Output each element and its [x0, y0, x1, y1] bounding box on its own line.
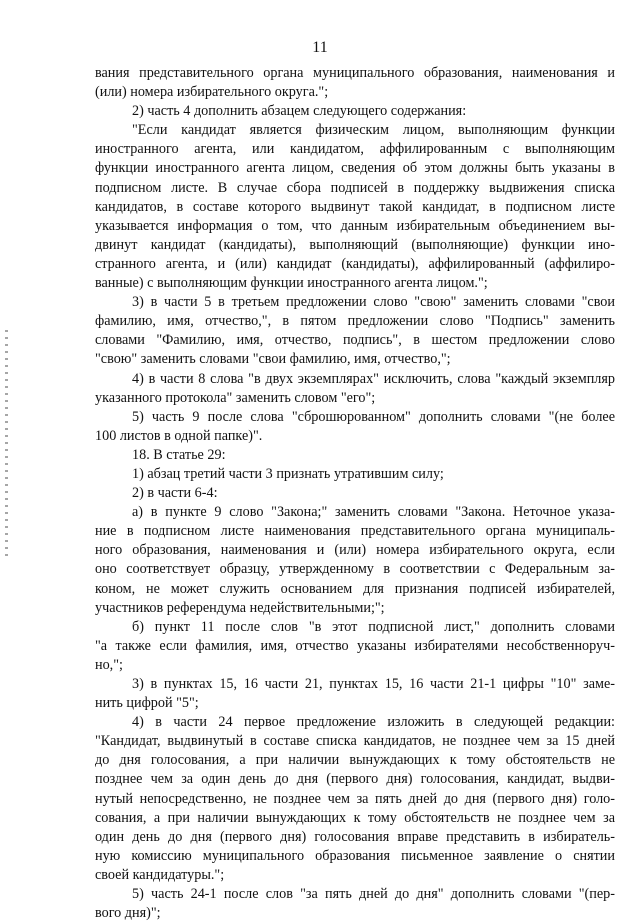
text-line: коном, не может служить основанием для признания подписей избирателей,	[95, 580, 615, 597]
text-line: но,";	[95, 656, 123, 673]
text-line: до дня голосования, а при наличии вынуждающих к тому обстоятельств не	[95, 752, 615, 769]
text-line: своей кандидатуры.";	[95, 866, 225, 883]
text-line: "а также если фамилия, имя, отчество указаны избирателями несобственноруч-	[95, 637, 615, 654]
text-line: "Если кандидат является физическим лицом, выполняющим функции	[132, 122, 615, 139]
text-line: а) в пункте 9 слово "Закона;" заменить словами "Закона. Неточное указа-	[132, 504, 615, 521]
text-line: двинут кандидат (кандидаты), выполняющий (выполняющие) функции ино-	[95, 236, 615, 253]
text-line: один день до дня (первого дня) голосования вправе представить в избиратель-	[95, 828, 615, 845]
text-line: функции иностранного агента лицом, сведения об этом должны быть указаны в	[95, 160, 615, 177]
text-line: вания представительного органа муниципального образования, наименования и	[95, 65, 615, 81]
text-line: 2) в части 6-4:	[132, 485, 218, 502]
page-number: 11	[312, 39, 328, 56]
document-body	[95, 64, 615, 923]
text-line: (или) номера избирательного округа.";	[95, 84, 329, 101]
text-line: странного агента, и (или) кандидат (кандидаты), аффилированный (аффилиро-	[95, 255, 615, 272]
text-line: 4) в части 8 слова "в двух экземплярах" исключить, слова "каждый экземпляр	[132, 370, 615, 387]
text-line: 4) в части 24 первое предложение изложить в следующей редакции:	[132, 714, 615, 731]
text-line: оно соответствует образцу, утвержденному в соответствии с Федеральным за-	[95, 561, 615, 578]
text-line: указывается информация о том, что данным избирательным объединением вы-	[95, 217, 615, 234]
text-line: участников референдума недействительными;";	[95, 599, 385, 616]
text-line: 5) часть 9 после слова "сброшюрованном" дополнить словами "(не более	[132, 408, 615, 425]
text-line: нить цифрой "5";	[95, 695, 199, 712]
text-line: фамилию, имя, отчество,", в пятом предложении слово "Подпись" заменить	[95, 313, 615, 330]
text-line: б) пункт 11 после слов "в этот подписной лист," дополнить словами	[132, 618, 615, 635]
text-line: ванные) с выполняющим функции иностранного агента лицом.";	[95, 275, 488, 292]
text-line: ную комиссию муниципального образования письменное заявление о снятии	[95, 847, 615, 864]
text-line: словами "Фамилию, имя, отчество, подпись", в шестом предложении слово	[95, 332, 615, 349]
text-line: вого дня)";	[95, 905, 161, 922]
text-line: ние в подписном листе наименования представительного органа муниципаль-	[95, 523, 615, 540]
text-line: сования, а при наличии вынуждающих к тому обстоятельств не позднее чем за	[95, 809, 615, 826]
text-line: "Кандидат, выдвинутый в составе списка кандидатов, не позднее чем за 15 дней	[95, 733, 615, 750]
text-line: 2) часть 4 дополнить абзацем следующего содержания:	[132, 103, 467, 120]
text-line: 18. В статье 29:	[132, 446, 226, 463]
text-line: нутый непосредственно, не позднее чем за пять дней до дня (первого дня) голо-	[95, 790, 615, 807]
text-line: 5) часть 24-1 после слов "за пять дней до дня" дополнить словами "(пер-	[132, 886, 615, 903]
text-line: 1) абзац третий части 3 признать утратившим силу;	[132, 465, 444, 482]
text-line: 3) в пунктах 15, 16 части 21, пунктах 15, 16 части 21-1 цифры "10" заме-	[132, 676, 615, 692]
binding-margin-marks	[5, 330, 8, 560]
text-line: ного образования, наименования и (или) номера избирательного округа, если	[95, 542, 615, 559]
text-line: 3) в части 5 в третьем предложении слово "свою" заменить словами "свои	[132, 294, 615, 311]
text-line: "свою" заменить словами "свои фамилию, имя, отчество,";	[95, 351, 451, 368]
text-line: позднее чем за один день до дня (первого дня) голосования, кандидат, выдви-	[95, 771, 615, 788]
text-line: указанного протокола" заменить словом "его";	[95, 389, 376, 406]
text-line: 100 листов в одной папке)".	[95, 427, 263, 444]
text-line: кандидатов, в составе которого выдвинут такой кандидат, в подписном листе	[95, 198, 615, 215]
text-line: иностранного агента, или кандидатом, аффилированным с выполняющим	[95, 141, 615, 158]
text-line: подписном листе. В случае сбора подписей в поддержку выдвижения списка	[95, 179, 615, 196]
